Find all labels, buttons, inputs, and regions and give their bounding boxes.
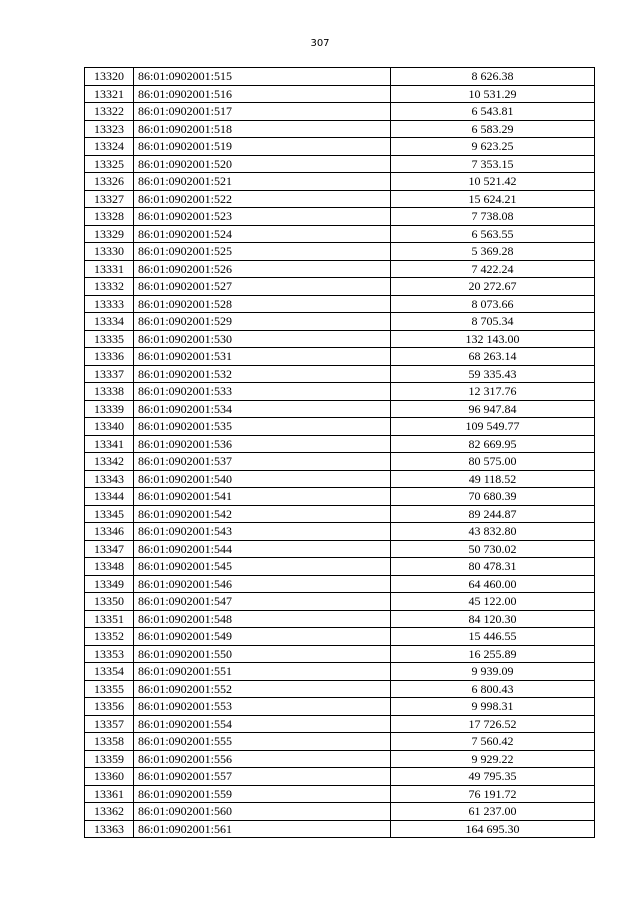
row-number-cell: 13359 (85, 750, 134, 768)
row-number-cell: 13324 (85, 138, 134, 156)
value-cell: 15 624.21 (391, 190, 595, 208)
row-number-cell: 13355 (85, 680, 134, 698)
cadastral-number-cell: 86:01:0902001:525 (134, 243, 391, 261)
row-number-cell: 13336 (85, 348, 134, 366)
row-number-cell: 13328 (85, 208, 134, 226)
cadastral-number-cell: 86:01:0902001:556 (134, 750, 391, 768)
table-row (85, 803, 595, 821)
table-body (85, 68, 595, 838)
cadastral-number-cell: 86:01:0902001:533 (134, 383, 391, 401)
table-row (85, 278, 595, 296)
cadastral-number-cell: 86:01:0902001:522 (134, 190, 391, 208)
cadastral-number-cell: 86:01:0902001:518 (134, 120, 391, 138)
cadastral-number-cell: 86:01:0902001:554 (134, 715, 391, 733)
row-number-cell: 13338 (85, 383, 134, 401)
value-cell: 20 272.67 (391, 278, 595, 296)
cadastral-number-cell: 86:01:0902001:551 (134, 663, 391, 681)
value-cell: 7 738.08 (391, 208, 595, 226)
row-number-cell: 13335 (85, 330, 134, 348)
value-cell: 6 800.43 (391, 680, 595, 698)
table-row (85, 260, 595, 278)
row-number-cell: 13325 (85, 155, 134, 173)
value-cell: 49 118.52 (391, 470, 595, 488)
cadastre-table (84, 67, 595, 838)
row-number-cell: 13322 (85, 103, 134, 121)
table-row (85, 365, 595, 383)
row-number-cell: 13348 (85, 558, 134, 576)
row-number-cell: 13352 (85, 628, 134, 646)
row-number-cell: 13323 (85, 120, 134, 138)
row-number-cell: 13327 (85, 190, 134, 208)
cadastral-number-cell: 86:01:0902001:515 (134, 68, 391, 86)
table-row (85, 715, 595, 733)
row-number-cell: 13346 (85, 523, 134, 541)
value-cell: 6 563.55 (391, 225, 595, 243)
cadastral-number-cell: 86:01:0902001:529 (134, 313, 391, 331)
row-number-cell: 13339 (85, 400, 134, 418)
table-row (85, 680, 595, 698)
row-number-cell: 13358 (85, 733, 134, 751)
row-number-cell: 13353 (85, 645, 134, 663)
table-row (85, 68, 595, 86)
value-cell: 43 832.80 (391, 523, 595, 541)
table-row (85, 750, 595, 768)
table-row (85, 645, 595, 663)
table-row (85, 190, 595, 208)
value-cell: 64 460.00 (391, 575, 595, 593)
table-row (85, 785, 595, 803)
value-cell: 8 705.34 (391, 313, 595, 331)
value-cell: 9 929.22 (391, 750, 595, 768)
value-cell: 70 680.39 (391, 488, 595, 506)
row-number-cell: 13341 (85, 435, 134, 453)
value-cell: 9 998.31 (391, 698, 595, 716)
table-row (85, 348, 595, 366)
cadastral-number-cell: 86:01:0902001:531 (134, 348, 391, 366)
cadastral-number-cell: 86:01:0902001:560 (134, 803, 391, 821)
table-row (85, 558, 595, 576)
value-cell: 6 583.29 (391, 120, 595, 138)
cadastral-number-cell: 86:01:0902001:537 (134, 453, 391, 471)
row-number-cell: 13347 (85, 540, 134, 558)
cadastral-number-cell: 86:01:0902001:520 (134, 155, 391, 173)
cadastral-number-cell: 86:01:0902001:561 (134, 820, 391, 838)
table-row (85, 120, 595, 138)
cadastral-number-cell: 86:01:0902001:526 (134, 260, 391, 278)
cadastral-number-cell: 86:01:0902001:519 (134, 138, 391, 156)
row-number-cell: 13362 (85, 803, 134, 821)
value-cell: 84 120.30 (391, 610, 595, 628)
value-cell: 10 521.42 (391, 173, 595, 191)
cadastral-number-cell: 86:01:0902001:546 (134, 575, 391, 593)
value-cell: 59 335.43 (391, 365, 595, 383)
value-cell: 17 726.52 (391, 715, 595, 733)
table-row (85, 313, 595, 331)
table-row (85, 435, 595, 453)
value-cell: 132 143.00 (391, 330, 595, 348)
value-cell: 15 446.55 (391, 628, 595, 646)
row-number-cell: 13321 (85, 85, 134, 103)
table-row (85, 575, 595, 593)
value-cell: 45 122.00 (391, 593, 595, 611)
table-row (85, 470, 595, 488)
cadastral-number-cell: 86:01:0902001:557 (134, 768, 391, 786)
table-row (85, 383, 595, 401)
cadastral-number-cell: 86:01:0902001:543 (134, 523, 391, 541)
cadastral-number-cell: 86:01:0902001:544 (134, 540, 391, 558)
value-cell: 80 478.31 (391, 558, 595, 576)
table-row (85, 768, 595, 786)
table-row (85, 225, 595, 243)
table-row (85, 505, 595, 523)
table-row (85, 173, 595, 191)
table-row (85, 103, 595, 121)
row-number-cell: 13332 (85, 278, 134, 296)
table-row (85, 155, 595, 173)
row-number-cell: 13340 (85, 418, 134, 436)
row-number-cell: 13329 (85, 225, 134, 243)
row-number-cell: 13360 (85, 768, 134, 786)
value-cell: 8 626.38 (391, 68, 595, 86)
cadastral-number-cell: 86:01:0902001:553 (134, 698, 391, 716)
table-row (85, 418, 595, 436)
value-cell: 82 669.95 (391, 435, 595, 453)
row-number-cell: 13320 (85, 68, 134, 86)
row-number-cell: 13345 (85, 505, 134, 523)
table-row (85, 820, 595, 838)
table-row (85, 610, 595, 628)
row-number-cell: 13354 (85, 663, 134, 681)
row-number-cell: 13344 (85, 488, 134, 506)
value-cell: 50 730.02 (391, 540, 595, 558)
cadastral-number-cell: 86:01:0902001:549 (134, 628, 391, 646)
row-number-cell: 13356 (85, 698, 134, 716)
cadastral-number-cell: 86:01:0902001:548 (134, 610, 391, 628)
table-row (85, 488, 595, 506)
value-cell: 9 939.09 (391, 663, 595, 681)
row-number-cell: 13337 (85, 365, 134, 383)
value-cell: 12 317.76 (391, 383, 595, 401)
value-cell: 61 237.00 (391, 803, 595, 821)
cadastral-number-cell: 86:01:0902001:535 (134, 418, 391, 436)
cadastral-number-cell: 86:01:0902001:552 (134, 680, 391, 698)
cadastral-number-cell: 86:01:0902001:534 (134, 400, 391, 418)
cadastral-number-cell: 86:01:0902001:550 (134, 645, 391, 663)
value-cell: 80 575.00 (391, 453, 595, 471)
cadastral-number-cell: 86:01:0902001:542 (134, 505, 391, 523)
value-cell: 16 255.89 (391, 645, 595, 663)
value-cell: 96 947.84 (391, 400, 595, 418)
table-row (85, 138, 595, 156)
cadastral-number-cell: 86:01:0902001:536 (134, 435, 391, 453)
value-cell: 76 191.72 (391, 785, 595, 803)
row-number-cell: 13326 (85, 173, 134, 191)
value-cell: 6 543.81 (391, 103, 595, 121)
cadastral-number-cell: 86:01:0902001:559 (134, 785, 391, 803)
cadastral-number-cell: 86:01:0902001:555 (134, 733, 391, 751)
table-row (85, 295, 595, 313)
cadastral-number-cell: 86:01:0902001:521 (134, 173, 391, 191)
cadastral-number-cell: 86:01:0902001:516 (134, 85, 391, 103)
cadastral-number-cell: 86:01:0902001:530 (134, 330, 391, 348)
row-number-cell: 13333 (85, 295, 134, 313)
row-number-cell: 13357 (85, 715, 134, 733)
cadastral-number-cell: 86:01:0902001:532 (134, 365, 391, 383)
row-number-cell: 13350 (85, 593, 134, 611)
row-number-cell: 13363 (85, 820, 134, 838)
value-cell: 9 623.25 (391, 138, 595, 156)
table-row (85, 85, 595, 103)
row-number-cell: 13334 (85, 313, 134, 331)
row-number-cell: 13330 (85, 243, 134, 261)
cadastral-number-cell: 86:01:0902001:545 (134, 558, 391, 576)
table-row (85, 733, 595, 751)
cadastral-number-cell: 86:01:0902001:541 (134, 488, 391, 506)
value-cell: 10 531.29 (391, 85, 595, 103)
value-cell: 8 073.66 (391, 295, 595, 313)
value-cell: 68 263.14 (391, 348, 595, 366)
value-cell: 164 695.30 (391, 820, 595, 838)
value-cell: 7 560.42 (391, 733, 595, 751)
table-row (85, 593, 595, 611)
table-row (85, 523, 595, 541)
row-number-cell: 13343 (85, 470, 134, 488)
row-number-cell: 13349 (85, 575, 134, 593)
value-cell: 5 369.28 (391, 243, 595, 261)
row-number-cell: 13361 (85, 785, 134, 803)
value-cell: 7 353.15 (391, 155, 595, 173)
table-row (85, 330, 595, 348)
value-cell: 49 795.35 (391, 768, 595, 786)
cadastral-number-cell: 86:01:0902001:517 (134, 103, 391, 121)
table-row (85, 453, 595, 471)
cadastral-number-cell: 86:01:0902001:528 (134, 295, 391, 313)
table-row (85, 698, 595, 716)
value-cell: 7 422.24 (391, 260, 595, 278)
page-number: 307 (310, 38, 330, 49)
table-row (85, 540, 595, 558)
row-number-cell: 13351 (85, 610, 134, 628)
row-number-cell: 13331 (85, 260, 134, 278)
table-row (85, 663, 595, 681)
cadastral-number-cell: 86:01:0902001:523 (134, 208, 391, 226)
table-row (85, 400, 595, 418)
table-row (85, 208, 595, 226)
table-row (85, 628, 595, 646)
cadastral-number-cell: 86:01:0902001:540 (134, 470, 391, 488)
value-cell: 89 244.87 (391, 505, 595, 523)
row-number-cell: 13342 (85, 453, 134, 471)
table-row (85, 243, 595, 261)
value-cell: 109 549.77 (391, 418, 595, 436)
cadastral-number-cell: 86:01:0902001:527 (134, 278, 391, 296)
cadastral-number-cell: 86:01:0902001:547 (134, 593, 391, 611)
cadastral-number-cell: 86:01:0902001:524 (134, 225, 391, 243)
